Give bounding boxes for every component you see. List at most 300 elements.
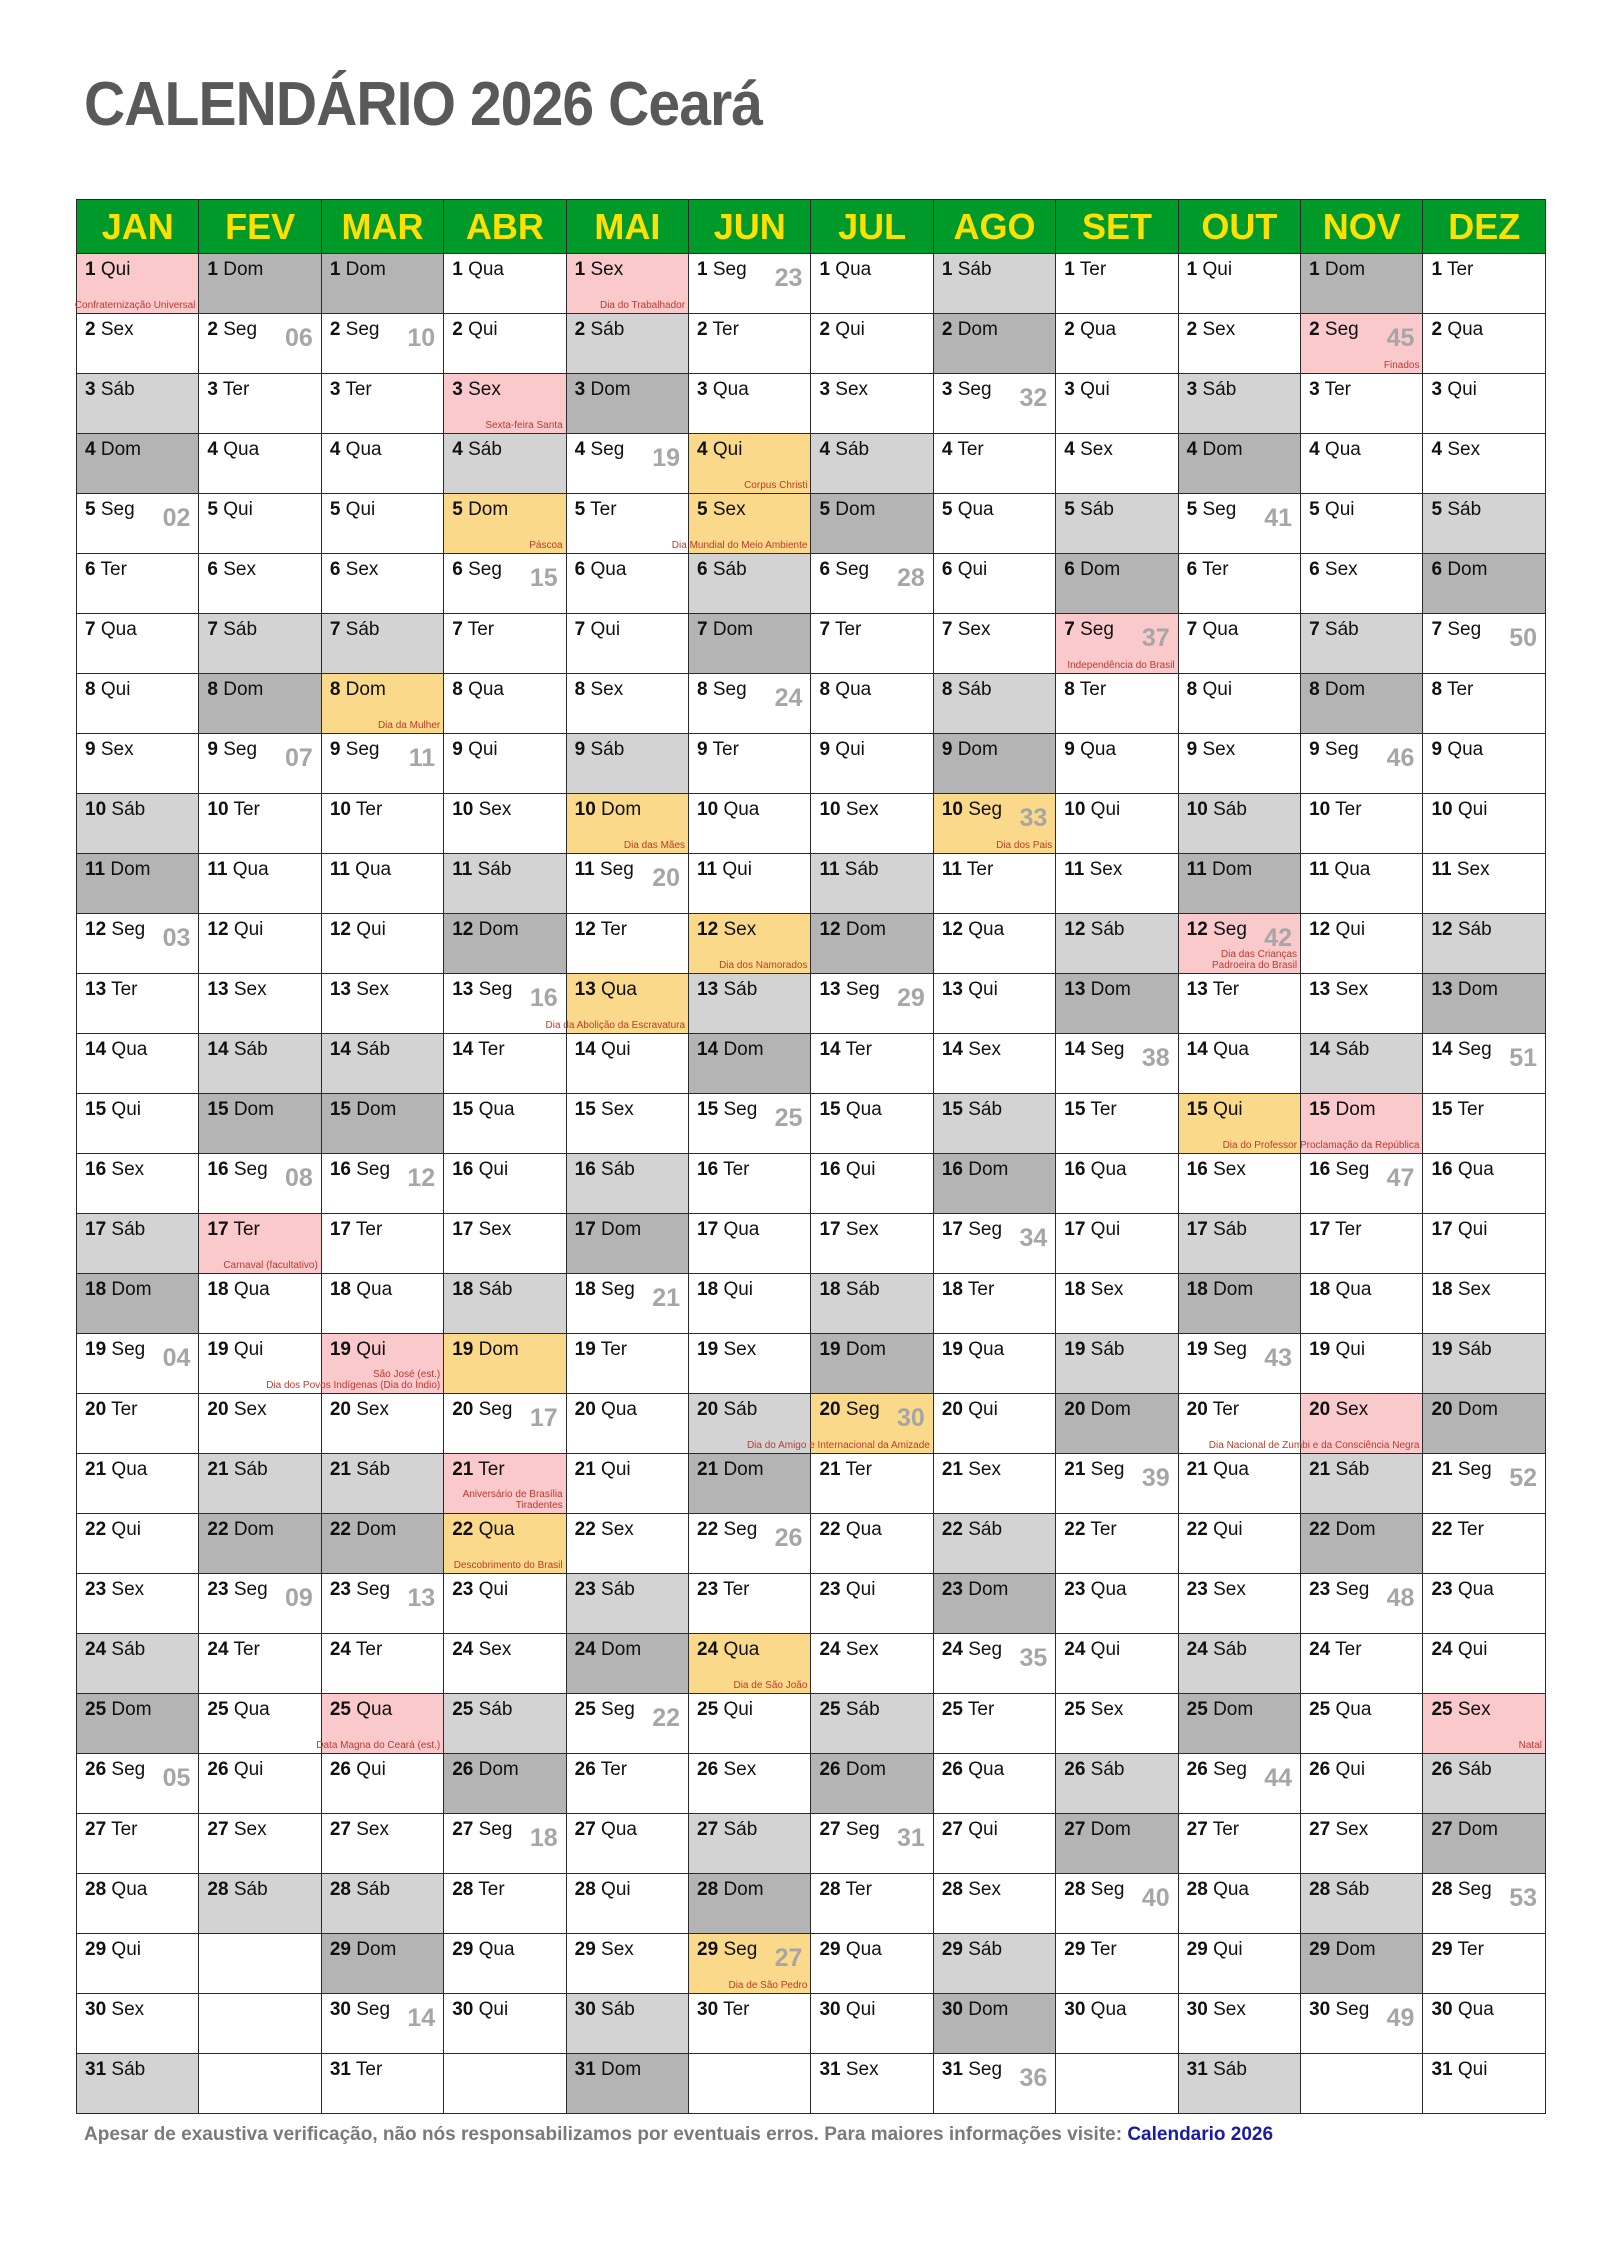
day-cell	[199, 494, 321, 554]
day-label: 30 Dom	[941, 1999, 1009, 2020]
day-label: 9 Seg	[329, 739, 380, 760]
day-cell	[321, 974, 443, 1034]
weekday-label: Seg	[1197, 499, 1237, 520]
day-cell	[444, 434, 566, 494]
weekday-label: Seg	[350, 1159, 391, 1180]
day-cell	[1301, 1814, 1423, 1874]
day-label: 22 Sáb	[941, 1519, 1003, 1540]
day-label: 15 Ter	[1064, 1099, 1117, 1120]
day-label: 26 Qua	[941, 1759, 1005, 1780]
day-cell	[444, 1094, 566, 1154]
day-label: 11 Sex	[1064, 859, 1123, 880]
day-cell	[1178, 1754, 1300, 1814]
day-cell	[689, 854, 811, 914]
day-cell	[1056, 674, 1178, 734]
day-cell	[199, 1274, 321, 1334]
weekday-label: Qua	[840, 1519, 882, 1540]
day-label: 5 Dom	[819, 499, 876, 520]
weekday-label: Ter	[1442, 259, 1474, 280]
weekday-label: Sáb	[1452, 919, 1492, 940]
weekday-label: Seg	[473, 979, 513, 1000]
day-row	[77, 1214, 1546, 1274]
day-label: 2 Dom	[941, 319, 998, 340]
empty-cell	[199, 2054, 321, 2114]
day-cell	[444, 734, 566, 794]
weekday-label: Sex	[462, 379, 501, 400]
day-label: 24 Sex	[819, 1639, 879, 1660]
day-cell	[566, 254, 688, 314]
weekday-label: Qui	[228, 919, 264, 940]
weekday-label: Ter	[350, 799, 383, 820]
day-label: 1 Ter	[1064, 259, 1107, 280]
weekday-label: Ter	[718, 1999, 750, 2020]
day-label: 6 Seg	[819, 559, 870, 580]
weekday-label: Qua	[462, 679, 504, 700]
day-cell	[321, 1394, 443, 1454]
weekday-label: Seg	[350, 1579, 391, 1600]
day-cell	[566, 1814, 688, 1874]
day-label: 12 Qui	[1309, 919, 1366, 940]
weekday-label: Seg	[718, 1099, 758, 1120]
day-cell	[444, 554, 566, 614]
week-number: 45	[1386, 324, 1415, 352]
day-label: 5 Seg	[85, 499, 135, 520]
weekday-label: Sáb	[962, 1519, 1003, 1540]
day-cell	[1301, 914, 1423, 974]
weekday-label: Qua	[1329, 859, 1371, 880]
weekday-label: Ter	[595, 919, 628, 940]
day-label: 30 Seg	[1309, 1999, 1370, 2020]
weekday-label: Qua	[1197, 619, 1239, 640]
week-number: 04	[162, 1344, 191, 1372]
day-label: 12 Qui	[329, 919, 386, 940]
day-cell	[444, 1154, 566, 1214]
day-label: 22 Dom	[1309, 1519, 1376, 1540]
day-label: 3 Sáb	[1186, 379, 1237, 400]
day-cell	[1301, 1094, 1423, 1154]
weekday-label: Sex	[473, 1219, 512, 1240]
day-label: 28 Seg	[1064, 1879, 1125, 1900]
day-label: 13 Qua	[574, 979, 637, 1000]
footer-text: Apesar de exaustiva verificação, não nós responsabilizamos por eventuais erros. Para maiores informações visite:	[84, 2124, 1123, 2145]
weekday-label: Qua	[1074, 739, 1117, 760]
day-label: 26 Ter	[574, 1759, 628, 1780]
weekday-label: Qui	[95, 259, 131, 280]
day-label: 9 Qua	[1064, 739, 1117, 760]
weekday-label: Seg	[594, 859, 634, 880]
event-label: Dia do Amigo e Internacional da Amizade	[746, 1440, 930, 1451]
day-label: 17 Qua	[697, 1219, 760, 1240]
weekday-label: Dom	[840, 1759, 886, 1780]
day-label: 2 Qua	[1431, 319, 1484, 340]
day-cell	[1423, 1454, 1546, 1514]
weekday-label: Sex	[1442, 439, 1481, 460]
day-label: 30 Ter	[697, 1999, 750, 2020]
day-label: 15 Qui	[1186, 1099, 1243, 1120]
week-number: 06	[285, 324, 313, 352]
weekday-label: Dom	[1074, 559, 1121, 580]
day-label: 17 Seg	[941, 1219, 1003, 1240]
day-cell	[1056, 1994, 1178, 2054]
day-label: 18 Seg	[574, 1279, 635, 1300]
weekday-label: Qui	[462, 739, 498, 760]
weekday-label: Sáb	[1330, 1459, 1370, 1480]
day-cell	[689, 1874, 811, 1934]
event-label: Dia Nacional de Zumbi e da Consciência Negra	[1208, 1440, 1420, 1451]
day-cell	[566, 854, 688, 914]
day-cell	[444, 794, 566, 854]
weekday-label: Dom	[1207, 1279, 1254, 1300]
weekday-label: Seg	[1074, 619, 1114, 640]
weekday-label: Dom	[1442, 559, 1488, 580]
day-cell	[199, 554, 321, 614]
day-cell	[444, 914, 566, 974]
day-label: 13 Dom	[1431, 979, 1499, 1000]
weekday-label: Qua	[962, 1339, 1005, 1360]
weekday-label: Sáb	[340, 619, 380, 640]
day-cell	[689, 554, 811, 614]
weekday-label: Ter	[1197, 559, 1229, 580]
day-cell	[933, 1334, 1055, 1394]
weekday-label: Sáb	[95, 379, 135, 400]
weekday-label: Dom	[718, 1459, 764, 1480]
day-label: 26 Seg	[85, 1759, 146, 1780]
day-cell	[566, 1154, 688, 1214]
weekday-label: Sex	[1085, 1699, 1124, 1720]
day-label: 14 Qua	[85, 1039, 148, 1060]
day-label: 8 Qua	[452, 679, 504, 700]
weekday-label: Seg	[1207, 1759, 1247, 1780]
day-label: 4 Sáb	[452, 439, 502, 460]
day-cell	[566, 1454, 688, 1514]
day-label: 24 Ter	[1309, 1639, 1362, 1660]
week-number: 51	[1509, 1044, 1537, 1072]
weekday-label: Ter	[1085, 1939, 1117, 1960]
footer-link[interactable]: Calendario 2026	[1127, 2124, 1274, 2145]
day-cell	[689, 1094, 811, 1154]
weekday-label: Ter	[473, 1879, 505, 1900]
weekday-label: Qui	[962, 979, 998, 1000]
day-label: 1 Seg	[697, 259, 747, 280]
weekday-label: Sáb	[350, 1459, 391, 1480]
day-label: 12 Dom	[452, 919, 519, 940]
day-label: 19 Qui	[329, 1339, 386, 1360]
weekday-label: Ter	[595, 1339, 628, 1360]
weekday-label: Sex	[1207, 1999, 1246, 2020]
day-label: 31 Ter	[329, 2059, 383, 2080]
day-cell	[566, 554, 688, 614]
day-row	[77, 914, 1546, 974]
day-cell	[1423, 734, 1546, 794]
day-label: 6 Sex	[207, 559, 257, 580]
day-label: 26 Qui	[207, 1759, 264, 1780]
day-cell	[77, 974, 199, 1034]
day-label: 26 Sex	[697, 1759, 757, 1780]
day-cell	[77, 1694, 199, 1754]
week-number: 20	[652, 864, 681, 892]
day-label: 9 Qui	[452, 739, 498, 760]
day-label: 23 Seg	[329, 1579, 391, 1600]
day-cell	[77, 1994, 199, 2054]
day-label: 6 Dom	[1064, 559, 1121, 580]
day-label: 5 Sáb	[1431, 499, 1482, 520]
weekday-label: Sex	[1074, 439, 1113, 460]
weekday-label: Qua	[1452, 1579, 1494, 1600]
day-cell	[77, 374, 199, 434]
day-cell	[933, 554, 1055, 614]
day-cell	[199, 854, 321, 914]
weekday-label: Qua	[473, 1939, 515, 1960]
day-label: 16 Sex	[85, 1159, 145, 1180]
day-label: 6 Dom	[1431, 559, 1488, 580]
day-label: 15 Qua	[819, 1099, 882, 1120]
day-cell	[1423, 554, 1546, 614]
day-cell	[1423, 1394, 1546, 1454]
day-cell	[566, 1934, 688, 1994]
week-number: 26	[774, 1524, 803, 1552]
day-label: 2 Sáb	[574, 319, 625, 340]
week-number: 40	[1141, 1884, 1170, 1912]
day-label: 24 Sáb	[85, 1639, 146, 1660]
week-number: 52	[1509, 1464, 1537, 1492]
weekday-label: Qua	[217, 439, 260, 460]
weekday-label: Qui	[228, 1339, 264, 1360]
day-cell	[1178, 1694, 1300, 1754]
weekday-label: Seg	[707, 259, 747, 280]
day-label: 17 Ter	[1309, 1219, 1362, 1240]
day-row	[77, 1634, 1546, 1694]
empty-cell	[1056, 2054, 1178, 2114]
weekday-label: Ter	[1330, 1219, 1362, 1240]
day-cell	[444, 254, 566, 314]
day-label: 27 Sex	[1309, 1819, 1369, 1840]
weekday-label: Seg	[1330, 1999, 1370, 2020]
day-label: 19 Sáb	[1064, 1339, 1125, 1360]
weekday-label: Sex	[585, 679, 624, 700]
day-cell	[1056, 374, 1178, 434]
weekday-label: Qui	[595, 1879, 631, 1900]
weekday-label: Sex	[1197, 739, 1236, 760]
day-cell	[933, 254, 1055, 314]
day-label: 27 Ter	[1186, 1819, 1240, 1840]
weekday-label: Qui	[585, 619, 621, 640]
day-cell	[321, 1874, 443, 1934]
day-cell	[444, 1634, 566, 1694]
day-cell	[1178, 2054, 1300, 2114]
day-label: 9 Sex	[1186, 739, 1236, 760]
day-label: 10 Qui	[1064, 799, 1121, 820]
day-label: 19 Qua	[941, 1339, 1005, 1360]
day-label: 19 Qui	[1309, 1339, 1366, 1360]
weekday-label: Seg	[1452, 1459, 1492, 1480]
day-label: 20 Sáb	[697, 1399, 758, 1420]
weekday-label: Sex	[1452, 1699, 1491, 1720]
day-label: 31 Sáb	[1186, 2059, 1247, 2080]
day-label: 20 Sex	[1309, 1399, 1369, 1420]
day-cell	[1301, 1154, 1423, 1214]
weekday-label: Ter	[106, 1399, 138, 1420]
day-cell	[321, 254, 443, 314]
weekday-label: Dom	[1452, 979, 1499, 1000]
day-cell	[77, 1754, 199, 1814]
day-row	[77, 1694, 1546, 1754]
day-label: 24 Sáb	[1186, 1639, 1247, 1660]
day-label: 11 Dom	[85, 859, 151, 880]
weekday-label: Seg	[1452, 1039, 1492, 1060]
day-label: 9 Seg	[1309, 739, 1359, 760]
weekday-label: Sáb	[718, 1399, 758, 1420]
weekday-label: Sex	[962, 1039, 1002, 1060]
weekday-label: Sex	[718, 919, 757, 940]
day-cell	[321, 1094, 443, 1154]
day-cell	[1423, 794, 1546, 854]
day-label: 11 Qua	[1309, 859, 1371, 880]
day-row	[77, 734, 1546, 794]
weekday-label: Sáb	[952, 679, 992, 700]
day-cell	[199, 974, 321, 1034]
day-cell	[1301, 674, 1423, 734]
day-label: 11 Qua	[207, 859, 269, 880]
day-label: 23 Sex	[85, 1579, 145, 1600]
day-cell	[77, 434, 199, 494]
day-label: 6 Sex	[1309, 559, 1358, 580]
weekday-label: Dom	[105, 859, 151, 880]
day-cell	[77, 1454, 199, 1514]
weekday-label: Dom	[962, 1579, 1009, 1600]
weekday-label: Dom	[952, 739, 998, 760]
day-cell	[199, 1814, 321, 1874]
weekday-label: Sáb	[840, 1279, 880, 1300]
day-cell	[77, 614, 199, 674]
day-cell	[566, 494, 688, 554]
day-label: 3 Seg	[941, 379, 992, 400]
week-number: 15	[529, 564, 558, 592]
day-cell	[199, 314, 321, 374]
day-label: 21 Sáb	[329, 1459, 391, 1480]
weekday-label: Qui	[718, 1699, 754, 1720]
day-label: 20 Seg	[819, 1399, 880, 1420]
day-cell	[1301, 1634, 1423, 1694]
weekday-label: Sex	[840, 2059, 879, 2080]
day-label: 19 Seg	[1186, 1339, 1247, 1360]
weekday-label: Sex	[1452, 1279, 1491, 1300]
day-label: 15 Ter	[1431, 1099, 1484, 1120]
weekday-label: Sex	[585, 259, 624, 280]
weekday-label: Qui	[830, 739, 865, 760]
day-cell	[689, 314, 811, 374]
day-label: 5 Ter	[574, 499, 617, 520]
day-cell	[933, 794, 1055, 854]
day-label: 22 Qui	[85, 1519, 141, 1540]
weekday-label: Qua	[1074, 319, 1117, 340]
day-cell	[444, 494, 566, 554]
day-label: 23 Ter	[697, 1579, 750, 1600]
day-cell	[689, 1694, 811, 1754]
day-cell	[689, 614, 811, 674]
day-label: 2 Seg	[1309, 319, 1359, 340]
day-label: 14 Qui	[574, 1039, 631, 1060]
day-label: 5 Qui	[1309, 499, 1355, 520]
weekday-label: Ter	[962, 1699, 995, 1720]
day-cell	[1423, 914, 1546, 974]
day-label: 15 Seg	[697, 1099, 758, 1120]
day-cell	[1301, 254, 1423, 314]
day-label: 16 Qua	[1064, 1159, 1127, 1180]
day-label: 21 Seg	[1431, 1459, 1492, 1480]
weekday-label: Qui	[1319, 499, 1355, 520]
day-label: 15 Sáb	[941, 1099, 1003, 1120]
day-cell	[1423, 1154, 1546, 1214]
weekday-label: Seg	[962, 1219, 1003, 1240]
day-cell	[933, 614, 1055, 674]
day-label: 2 Seg	[207, 319, 258, 340]
weekday-label: Qua	[106, 1039, 148, 1060]
weekday-label: Qui	[595, 1039, 631, 1060]
day-label: 22 Ter	[1064, 1519, 1117, 1540]
day-cell	[689, 1574, 811, 1634]
day-cell	[321, 1034, 443, 1094]
weekday-label: Seg	[1319, 319, 1359, 340]
weekday-label: Seg	[228, 1159, 268, 1180]
day-cell	[321, 1274, 443, 1334]
day-label: 26 Sáb	[1064, 1759, 1125, 1780]
weekday-label: Dom	[707, 619, 754, 640]
day-cell	[1423, 1094, 1546, 1154]
day-label: 16 Qua	[1431, 1159, 1494, 1180]
day-cell	[1178, 1454, 1300, 1514]
day-label: 11 Seg	[574, 859, 634, 880]
day-cell	[199, 1214, 321, 1274]
day-cell	[77, 314, 199, 374]
weekday-label: Dom	[228, 1099, 274, 1120]
weekday-label: Ter	[840, 1039, 872, 1060]
day-label: 9 Ter	[697, 739, 739, 760]
weekday-label: Dom	[1085, 1819, 1131, 1840]
day-label: 10 Ter	[207, 799, 260, 820]
week-number: 48	[1386, 1584, 1415, 1612]
day-cell	[933, 1814, 1055, 1874]
day-cell	[1301, 1274, 1423, 1334]
weekday-label: Sáb	[350, 1879, 391, 1900]
day-label: 24 Qui	[1064, 1639, 1121, 1660]
weekday-label: Qua	[830, 679, 872, 700]
day-label: 4 Sex	[1064, 439, 1113, 460]
day-cell	[566, 1214, 688, 1274]
day-cell	[199, 1394, 321, 1454]
day-row	[77, 554, 1546, 614]
day-label: 6 Sex	[329, 559, 379, 580]
day-cell	[566, 734, 688, 794]
weekday-label: Sáb	[1319, 619, 1359, 640]
event-label: Dia dos Pais	[996, 840, 1053, 851]
day-label: 13 Sex	[329, 979, 389, 1000]
day-label: 15 Dom	[207, 1099, 274, 1120]
day-cell	[1056, 1934, 1178, 1994]
weekday-label: Qui	[350, 919, 386, 940]
day-label: 26 Sáb	[1431, 1759, 1492, 1780]
day-label: 5 Sex	[697, 499, 746, 520]
day-row	[77, 1034, 1546, 1094]
day-label: 8 Sex	[574, 679, 624, 700]
day-cell	[199, 734, 321, 794]
week-number: 10	[407, 324, 436, 352]
weekday-label: Dom	[595, 2059, 642, 2080]
day-cell	[1423, 1334, 1546, 1394]
day-label: 1 Sáb	[941, 259, 992, 280]
day-label: 21 Qua	[85, 1459, 148, 1480]
week-number: 49	[1386, 2004, 1415, 2032]
week-number: 09	[285, 1584, 313, 1612]
